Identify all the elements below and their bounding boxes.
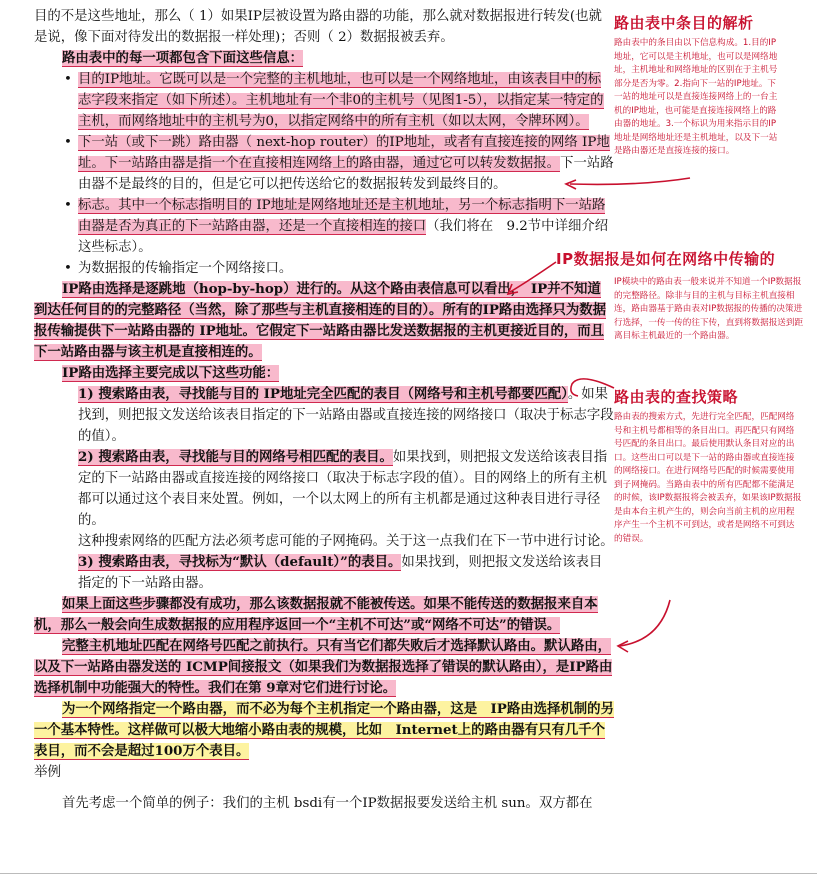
list-item-interface xyxy=(34,258,614,279)
side-note-body: 路由表的搜索方式，先进行完全匹配，匹配网络号和主机号都相等的条目出口。再匹配只有网络号匹配的条目出口。最后使用默认条目对应的出口。这些出口可以是下一站的路由器或直接连接的网络接口。在进行网络号匹配的时候需要使用到子网掩码。当路由表中的所有匹配都不能满足的时候，该IP数据报将会被丢弃，如果该IP数据报是由本台主机产生的，则会向当前主机的应用程序产生一个主机不可到达，或者是网络不可到达的错误。 xyxy=(614,412,802,544)
arrow-head xyxy=(618,641,628,652)
paragraph-routing-table-intro xyxy=(34,48,614,69)
interface-text: 为数据报的传输指定一个网络接口。 xyxy=(78,261,293,276)
paragraph-example: 首先考虑一个简单的例子：我们的主机 bsdi有一个IP数据报要发送给主机 sun。双方都在 xyxy=(62,796,593,811)
step-2 xyxy=(34,447,614,531)
highlight-default-route: 完整主机地址匹配在网络号匹配之前执行。只有当它们都失败后才选择默认路由。默认路由，以及下一站路由器发送的 ICMP间接报文（如果我们为数据报选择了错误的默认路由），是IP路由选择机制中功能强大的特性。我们在第 9章对它们进行讨论。 xyxy=(34,638,613,696)
step-2-detail: 如果找到，则把报文发送给该表目指定的下一站路由器或直接连接的网络接口（取决于标志字段的值）。目的网络上的所有主机都可以通过这个表目来处置。例如，一个以太网上的所有主机都是通过这种表目进行寻径的。 xyxy=(78,450,608,528)
side-note-lookup xyxy=(614,386,802,546)
paragraph-failure xyxy=(34,594,614,636)
side-note-transmission xyxy=(556,248,804,269)
bullet-icon: • xyxy=(64,261,72,276)
highlight-step-1: 1) 搜索路由表，寻找能与目的 IP地址完全匹配的表目（网络号和主机号都要匹配） xyxy=(78,386,568,402)
paragraph-default-route xyxy=(34,636,614,699)
step-2-subnet-note xyxy=(34,531,614,552)
subnet-note-text: 这种搜索网络的匹配方法必须考虑可能的子网掩码。关于这一点我们在下一节中进行讨论。 xyxy=(78,534,614,549)
heading-example: 举例 xyxy=(34,764,61,780)
highlight-routing-table-intro: 路由表中的每一项都包含下面这些信息： xyxy=(62,50,304,66)
bullet-icon: • xyxy=(64,72,72,87)
list-item-dest-ip xyxy=(34,69,614,132)
bullet-icon: • xyxy=(64,198,72,213)
side-note-body: 路由表中的条目由以下信息构成。1.目的IP地址，它可以是主机地址，也可以是网络地址，主机地址和网络地址的区别在于主机号部分是否为零。2.指向下一站的IP地址。下一站的地址可以是直接连接网络上的一台主机的IP地址，也可能是直接连接网络上的路由器的地址。3.一个标识为用来指示目的IP地址是网络地址还是主机地址，以及下一站是路由器还是直接连接的接口。 xyxy=(614,38,778,156)
highlight-flags: 标志。其中一个标志指明目的 IP地址是网络地址还是主机地址，另一个标志指明下一站路由器是否为真正的下一站路由器，还是一个直接相连的接口 xyxy=(78,198,606,234)
highlight-functions-intro: IP路由选择主要完成以下这些功能： xyxy=(62,365,280,381)
main-text xyxy=(34,6,614,814)
highlight-next-hop: 下一站（或下一跳）路由器（ next-hop router）的IP地址，或者有直接连接的网络 IP地址。下一站路由器是指一个在直接相连网络上的路由器，通过它可以转发数据报。 xyxy=(78,135,610,171)
side-note-routing-entries xyxy=(614,12,782,159)
highlight-failure: 如果上面这些步骤都没有成功，那么该数据报就不能被传送。如果不能传送的数据报来自本机，那么一般会向生成数据报的应用程序返回一个“主机不可达”或“网络不可达”的错误。 xyxy=(34,596,598,633)
flags-note: （我们将在 9.2节中详细介绍这些标志）。 xyxy=(78,219,609,255)
list-item-next-hop xyxy=(34,132,614,195)
arrow-to-failure xyxy=(620,600,670,646)
paragraph-intro: 目的不是这些地址，那么（ 1）如果IP层被设置为路由器的功能，那么就对数据报进行转发(也就是说，像下面对待发出的数据报一样处理)；否则（ 2）数据报被丢弃。 xyxy=(34,9,602,45)
step-1-detail: 。如果找到，则把报文发送给该表目指定的下一站路由器或直接连接的网络接口（取决于标志字段的值）。 xyxy=(78,387,614,444)
highlight-step-3: 3) 搜索路由表，寻找标为“默认（default）”的表目。 xyxy=(78,554,402,570)
paragraph-hop-by-hop xyxy=(34,279,614,363)
step-1 xyxy=(34,384,614,447)
paragraph-network-router xyxy=(34,699,614,762)
page-bottom-border xyxy=(0,873,817,874)
step-3-detail: 如果找到，则把报文发送给该表目指定的下一站路由器。 xyxy=(78,555,603,591)
paragraph-functions-intro xyxy=(34,363,614,384)
bullet-icon: • xyxy=(64,135,72,150)
next-hop-note: 下一站路由器不是最终的目的，但是它可以把传送给它的数据报转发到最终目的。 xyxy=(78,156,614,192)
highlight-dest-ip: 目的IP地址。它既可以是一个完整的主机地址，也可以是一个网络地址，由该表目中的标志字段来指定（如下所述）。主机地址有一个非0的主机号（见图1-5），以指定某一特定的主机，而网络地址中的主机号为0，以指定网络中的所有主机（如以太网，令牌环网）。 xyxy=(78,72,604,129)
step-3 xyxy=(34,552,614,594)
highlight-hop-by-hop: IP路由选择是逐跳地（hop-by-hop）进行的。从这个路由表信息可以看出， IP并不知道到达任何目的的完整路径（当然，除了那些与主机直接相连的目的）。所有的IP路由选择只为数据报传输提供下一站路由器的 IP地址。它假定下一站路由器比发送数据报的主机更接近目的，而且下一站路由器与该主机是直接相连的。 xyxy=(34,281,607,360)
highlight-network-router: 为一个网络指定一个路由器，而不必为每个主机指定一个路由器，这是 IP路由选择机制的另一个基本特性。这样做可以极大地缩小路由表的规模，比如 Internet上的路由器有只有几千个表目，而不会是超过100万个表目。 xyxy=(34,701,614,759)
side-note-title: 路由表的查找策略 xyxy=(614,388,739,406)
side-note-title: IP数据报是如何在网络中传输的 xyxy=(556,250,776,268)
list-item-flags xyxy=(34,195,614,258)
side-note-body: IP模块中的路由表一般来说并不知道一个IP数据报的完整路径。除非与目的主机与目标主机直接相连，路由器基于路由表对IP数据报的传播的决策进行选择，一传一传的往下传，直到将数据报送到距离目标主机最近的一个路由器。 xyxy=(614,277,804,341)
side-note-title: 路由表中条目的解析 xyxy=(614,14,754,32)
highlight-step-2: 2) 搜索路由表，寻找能与目的网络号相匹配的表目。 xyxy=(78,449,393,465)
side-note-transmission-body xyxy=(614,272,804,344)
